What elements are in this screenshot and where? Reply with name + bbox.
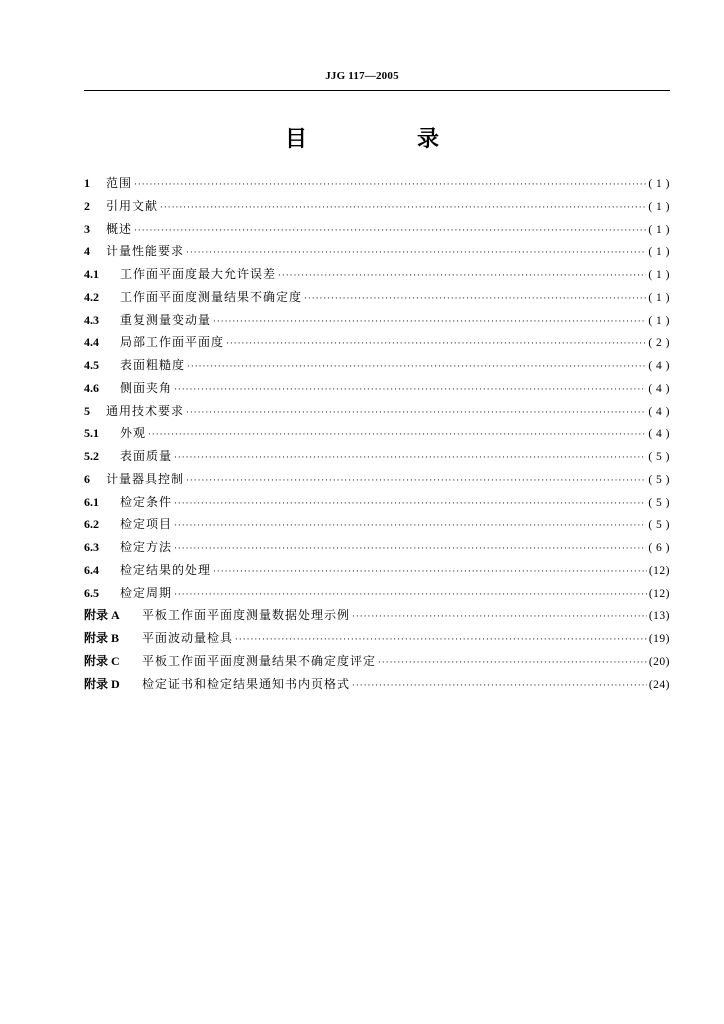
toc-title: 平面波动量检具 <box>142 631 234 645</box>
toc-entry[interactable] <box>84 240 670 263</box>
toc-page: ( 1 ) <box>648 178 670 190</box>
dot-leader <box>213 561 647 584</box>
dot-leader <box>226 333 646 356</box>
toc-number: 6.2 <box>84 517 99 532</box>
toc-number: 4.6 <box>84 380 99 395</box>
toc-title: 工作面平面度最大允许误差 <box>120 267 277 281</box>
toc-page: ( 4 ) <box>648 382 670 395</box>
dot-leader <box>213 311 646 334</box>
toc-page: ( 1 ) <box>648 314 670 327</box>
toc-number: 附录 D <box>84 676 120 691</box>
toc-entry[interactable] <box>84 218 670 241</box>
header-rule <box>84 90 670 91</box>
toc-number: 4.4 <box>84 335 99 350</box>
toc-page: (12) <box>648 564 670 577</box>
toc-entry[interactable] <box>84 354 670 377</box>
toc-title: 侧面夹角 <box>120 380 173 395</box>
toc-title: 检定方法 <box>120 540 173 554</box>
toc-number: 5.1 <box>84 426 99 441</box>
dot-leader <box>148 424 646 447</box>
toc-title: 平板工作面平面度测量数据处理示例 <box>142 608 351 623</box>
toc-number: 附录 A <box>84 608 120 623</box>
dot-leader <box>378 652 647 675</box>
toc-number: 附录 B <box>84 631 120 645</box>
toc-entry[interactable] <box>84 286 670 309</box>
toc-page: ( 5 ) <box>648 451 670 463</box>
toc-page: ( 4 ) <box>648 405 670 418</box>
toc-entry[interactable] <box>84 673 670 696</box>
toc-page: ( 4 ) <box>648 360 670 372</box>
toc-number: 1 <box>84 176 90 190</box>
dot-leader <box>186 470 646 493</box>
toc-title: 表面粗糙度 <box>120 358 186 372</box>
toc-entry[interactable] <box>84 422 670 445</box>
toc-entry[interactable] <box>84 445 670 468</box>
toc-number: 6.4 <box>84 562 99 577</box>
dot-leader <box>187 356 646 379</box>
dot-leader <box>134 220 646 243</box>
toc-entry[interactable] <box>84 582 670 605</box>
toc-entry[interactable] <box>84 604 670 627</box>
dot-leader <box>174 379 646 402</box>
toc-entry[interactable] <box>84 195 670 218</box>
table-of-contents <box>84 172 670 695</box>
toc-entry[interactable] <box>84 377 670 400</box>
toc-title: 表面质量 <box>120 449 173 463</box>
dot-leader <box>174 447 646 470</box>
toc-title: 计量性能要求 <box>106 244 185 259</box>
toc-entry[interactable] <box>84 627 670 650</box>
toc-entry[interactable] <box>84 650 670 673</box>
dot-leader <box>174 584 647 607</box>
toc-number: 3 <box>84 221 90 236</box>
toc-page: ( 2 ) <box>648 337 670 350</box>
toc-page: (19) <box>648 633 670 645</box>
toc-number: 5 <box>84 403 90 418</box>
toc-number: 6.3 <box>84 540 99 554</box>
toc-page: ( 6 ) <box>648 542 670 554</box>
toc-number: 附录 C <box>84 653 120 668</box>
dot-leader <box>186 402 646 425</box>
dot-leader <box>174 493 646 516</box>
dot-leader <box>304 288 646 311</box>
toc-title: 工作面平面度测量结果不确定度 <box>120 289 303 304</box>
toc-title: 检定项目 <box>120 517 173 532</box>
toc-page: ( 5 ) <box>648 473 670 486</box>
toc-number: 5.2 <box>84 449 99 463</box>
toc-page: ( 5 ) <box>648 519 670 532</box>
toc-title: 外观 <box>120 426 147 441</box>
toc-number: 4.2 <box>84 289 99 304</box>
toc-number: 4.5 <box>84 358 99 372</box>
toc-entry[interactable] <box>84 263 670 286</box>
toc-number: 4 <box>84 244 90 259</box>
toc-title: 局部工作面平面度 <box>120 335 225 350</box>
toc-title: 重复测量变动量 <box>120 312 212 327</box>
toc-number: 2 <box>84 198 90 213</box>
toc-title: 检定结果的处理 <box>120 562 212 577</box>
dot-leader <box>160 197 646 220</box>
toc-page: (12) <box>648 587 670 600</box>
toc-page: ( 1 ) <box>648 269 670 281</box>
toc-title: 通用技术要求 <box>106 403 185 418</box>
toc-title: 平板工作面平面度测量结果不确定度评定 <box>142 653 377 668</box>
toc-entry[interactable] <box>84 559 670 582</box>
dot-leader <box>134 174 646 197</box>
toc-number: 4.3 <box>84 312 99 327</box>
dot-leader <box>186 242 646 265</box>
toc-page: ( 4 ) <box>648 428 670 441</box>
dot-leader <box>352 606 647 629</box>
toc-page: ( 1 ) <box>648 291 670 304</box>
toc-title: 检定条件 <box>120 494 173 509</box>
toc-entry[interactable] <box>84 172 670 195</box>
toc-number: 6 <box>84 471 90 486</box>
dot-leader <box>235 629 647 652</box>
dot-leader <box>352 675 647 698</box>
toc-title: 计量器具控制 <box>106 471 185 486</box>
toc-page: ( 1 ) <box>648 223 670 236</box>
toc-title: 引用文献 <box>106 198 159 213</box>
toc-entry[interactable] <box>84 513 670 536</box>
toc-number: 6.1 <box>84 494 99 509</box>
toc-title: 检定证书和检定结果通知书内页格式 <box>142 676 351 691</box>
toc-number: 4.1 <box>84 267 99 281</box>
dot-leader <box>174 515 646 538</box>
toc-page: ( 5 ) <box>648 496 670 509</box>
toc-number: 6.5 <box>84 585 99 600</box>
toc-title: 检定周期 <box>120 585 173 600</box>
toc-entry[interactable] <box>84 468 670 491</box>
page-title: 目 录 <box>284 127 483 152</box>
dot-leader <box>278 265 646 288</box>
toc-entry[interactable] <box>84 491 670 514</box>
toc-page: (13) <box>648 610 670 623</box>
toc-title: 范围 <box>106 176 133 190</box>
toc-page: ( 1 ) <box>648 246 670 259</box>
dot-leader <box>174 538 646 561</box>
toc-entry[interactable] <box>84 331 670 354</box>
toc-entry[interactable] <box>84 536 670 559</box>
running-header: JJG 117—2005 <box>325 70 399 82</box>
toc-page: (24) <box>648 678 670 691</box>
toc-page: (20) <box>648 655 670 668</box>
toc-title: 概述 <box>106 221 133 236</box>
toc-entry[interactable] <box>84 400 670 423</box>
toc-entry[interactable] <box>84 309 670 332</box>
toc-page: ( 1 ) <box>648 200 670 213</box>
